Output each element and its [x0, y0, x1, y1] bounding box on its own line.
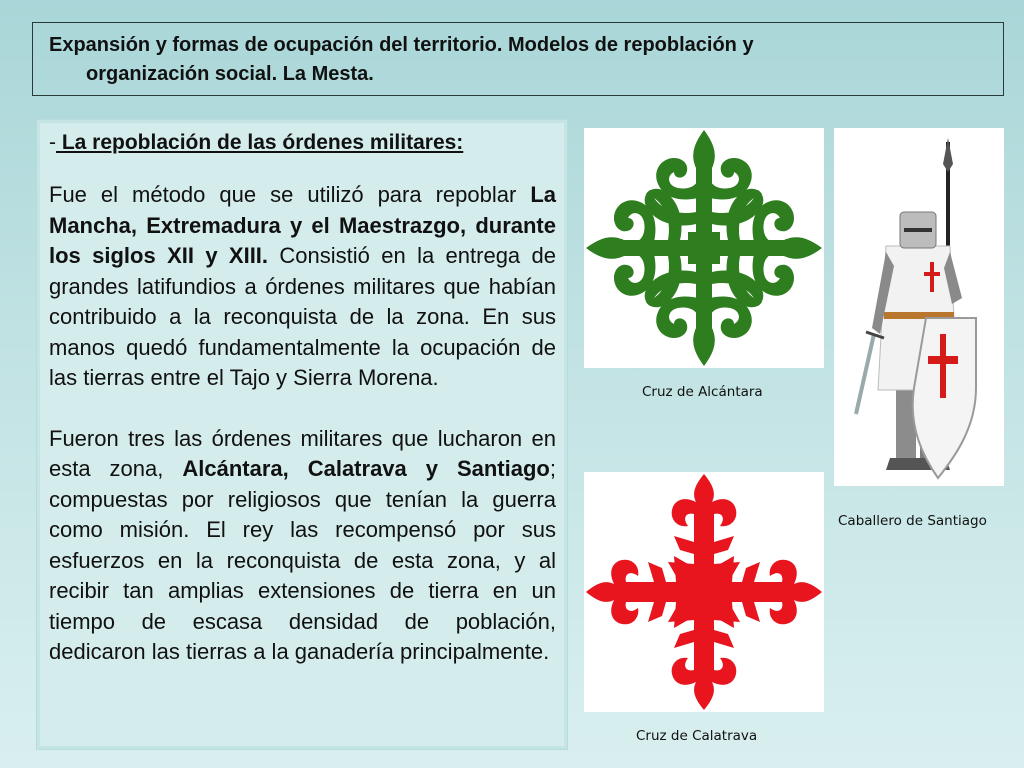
slide-title-box	[32, 22, 1004, 96]
slide-title	[49, 31, 993, 89]
para1-text-1: Fue el método que se utilizó para repoblar	[49, 182, 531, 207]
title-line-2: organización social. La Mesta.	[86, 63, 374, 85]
alcantara-cross-image	[584, 128, 824, 368]
knight-icon	[834, 128, 1004, 486]
alcantara-cross-icon	[584, 128, 824, 368]
paragraph-2	[49, 424, 556, 668]
santiago-knight-image	[834, 128, 1004, 486]
para2-bold-1: Alcántara, Calatrava y Santiago	[182, 456, 550, 481]
calatrava-cross-shape	[586, 474, 822, 710]
calatrava-caption: Cruz de Calatrava	[636, 728, 758, 744]
subtitle-dash: -	[49, 131, 56, 154]
title-line-1: Expansión y formas de ocupación del territorio. Modelos de repoblación y	[49, 34, 754, 56]
para1-text-2: Consistió en la entrega de grandes latifundios a órdenes militares que habían contribuido a la reconquista de la zona. En sus manos quedó fundamentalmente la ocupación de las tierras entre el Tajo y Sierra Morena.	[49, 243, 556, 390]
alcantara-cross-shape	[586, 130, 822, 366]
section-subtitle	[49, 130, 556, 156]
text-panel	[36, 119, 568, 750]
para2-text-1: Fueron tres las órdenes militares que lucharon en esta zona,	[49, 425, 556, 481]
calatrava-cross-icon	[584, 472, 824, 712]
para1-bold-1: La Mancha, Extremadura y el Maestrazgo, durante los siglos XII y XIII.	[49, 182, 556, 268]
santiago-caption: Caballero de Santiago	[838, 513, 987, 529]
para2-text-2: ; compuestas por religiosos que tenían la guerra como misión. El rey las recompensó por sus esfuerzos en la reconquista de esta zona, y al recibir tan amplias extensiones de tierra en un tiempo de escasa densidad de población, dedicaron las tierras a la ganadería principalmente.	[49, 456, 556, 664]
calatrava-cross-image	[584, 472, 824, 712]
paragraph-1	[49, 180, 556, 394]
subtitle-text: La repoblación de las órdenes militares:	[56, 131, 464, 154]
alcantara-caption: Cruz de Alcántara	[642, 384, 763, 400]
